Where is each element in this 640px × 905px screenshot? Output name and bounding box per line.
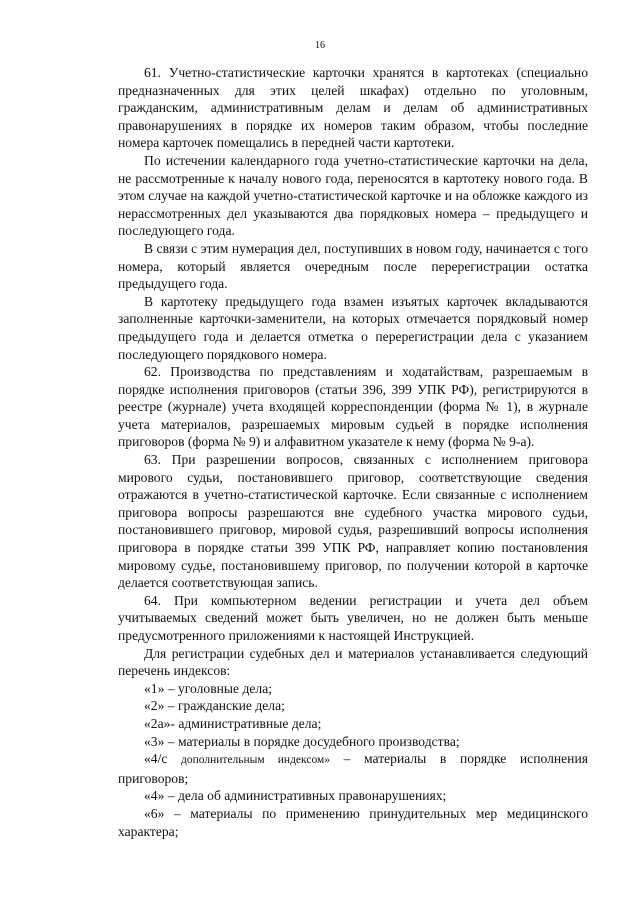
paragraph-numbering: В связи с этим нумерация дел, поступивших в новом году, начинается с того номера, который является очередным после перерегистрации остатка предыдущего года. — [118, 240, 588, 292]
index-4c-note: дополнительным индексом» — [181, 754, 330, 767]
index-4c-rest: – материалы в порядке исполнения приговоров; — [118, 751, 588, 786]
paragraph-year-transfer: По истечении календарного года учетно-статистические карточки на дела, не рассмотренные к началу нового года, переносятся в картотеку нового года. В этом случае на каждой учетно-статистической карточке и на обложке каждого из нерассмотренных дел указываются два порядковых номера – предыдущего и последующего года. — [118, 152, 588, 239]
document-body — [118, 64, 588, 840]
paragraph-62: 62. Производства по представлениям и ходатайствам, разрешаемым в порядке исполнения приговоров (статьи 396, 399 УПК РФ), регистрируются в реестре (журнале) учета входящей корреспонденции (форма № 1), в журнале учета материалов, разрешаемых мировым судьей в порядке исполнения приговоров (форма № 9) и алфавитном указателе к нему (форма № 9-а). — [118, 364, 588, 450]
paragraph-replacement-cards: В картотеку предыдущего года взамен изъятых карточек вкладываются заполненные карточки-заменители, на которых отмечается порядковый номер предыдущего года и делается отметка о перерегистрации дела с указанием последующего порядкового номера. — [118, 293, 588, 362]
paragraph-61: 61. Учетно-статистические карточки хранятся в картотеках (специально предназначенных для этих целей шкафах) отдельно по уголовным, гражданским, административным делам и делам об административных правонарушениях в порядке их номеров таким образом, чтобы последние номера карточек помещались в передней части картотеки. — [118, 65, 588, 151]
page-number: 16 — [315, 40, 325, 51]
index-item-3: «3» – материалы в порядке досудебного производства; — [144, 733, 460, 749]
paragraph-63: 63. При разрешении вопросов, связанных с исполнением приговора мирового судьи, постановившего приговор, соответствующие сведения отражаются в учетно-статистической карточке. Если связанные с исполнением приговора вопросы разрешаются вне судебного участка мирового судьи, постановившего приговор, мировой судья, разрешивший вопросы исполнения приговора в порядке статьи 399 УПК РФ, направляет копию постановления мировому судье, постановившему приговор, по получении которой в карточке делается соответствующая запись. — [118, 452, 588, 591]
paragraph-index-intro: Для регистрации судебных дел и материалов устанавливается следующий перечень индексов: — [118, 645, 588, 679]
index-4c-code: «4/с — [144, 751, 168, 767]
index-item-4c — [118, 750, 588, 787]
index-item-4: «4» – дела об административных правонарушениях; — [144, 788, 447, 804]
index-item-2a: «2а»- административные дела; — [144, 715, 322, 731]
index-item-6: «6» – материалы по применению принудительных мер медицинского характера; — [118, 805, 588, 839]
paragraph-64: 64. При компьютерном ведении регистрации и учета дел объем учитываемых сведений может быть увеличен, но не должен быть меньше предусмотренного приложениями к настоящей Инструкцией. — [118, 592, 588, 643]
index-item-2: «2» – гражданские дела; — [144, 698, 285, 714]
index-item-1: «1» – уголовные дела; — [144, 680, 273, 696]
